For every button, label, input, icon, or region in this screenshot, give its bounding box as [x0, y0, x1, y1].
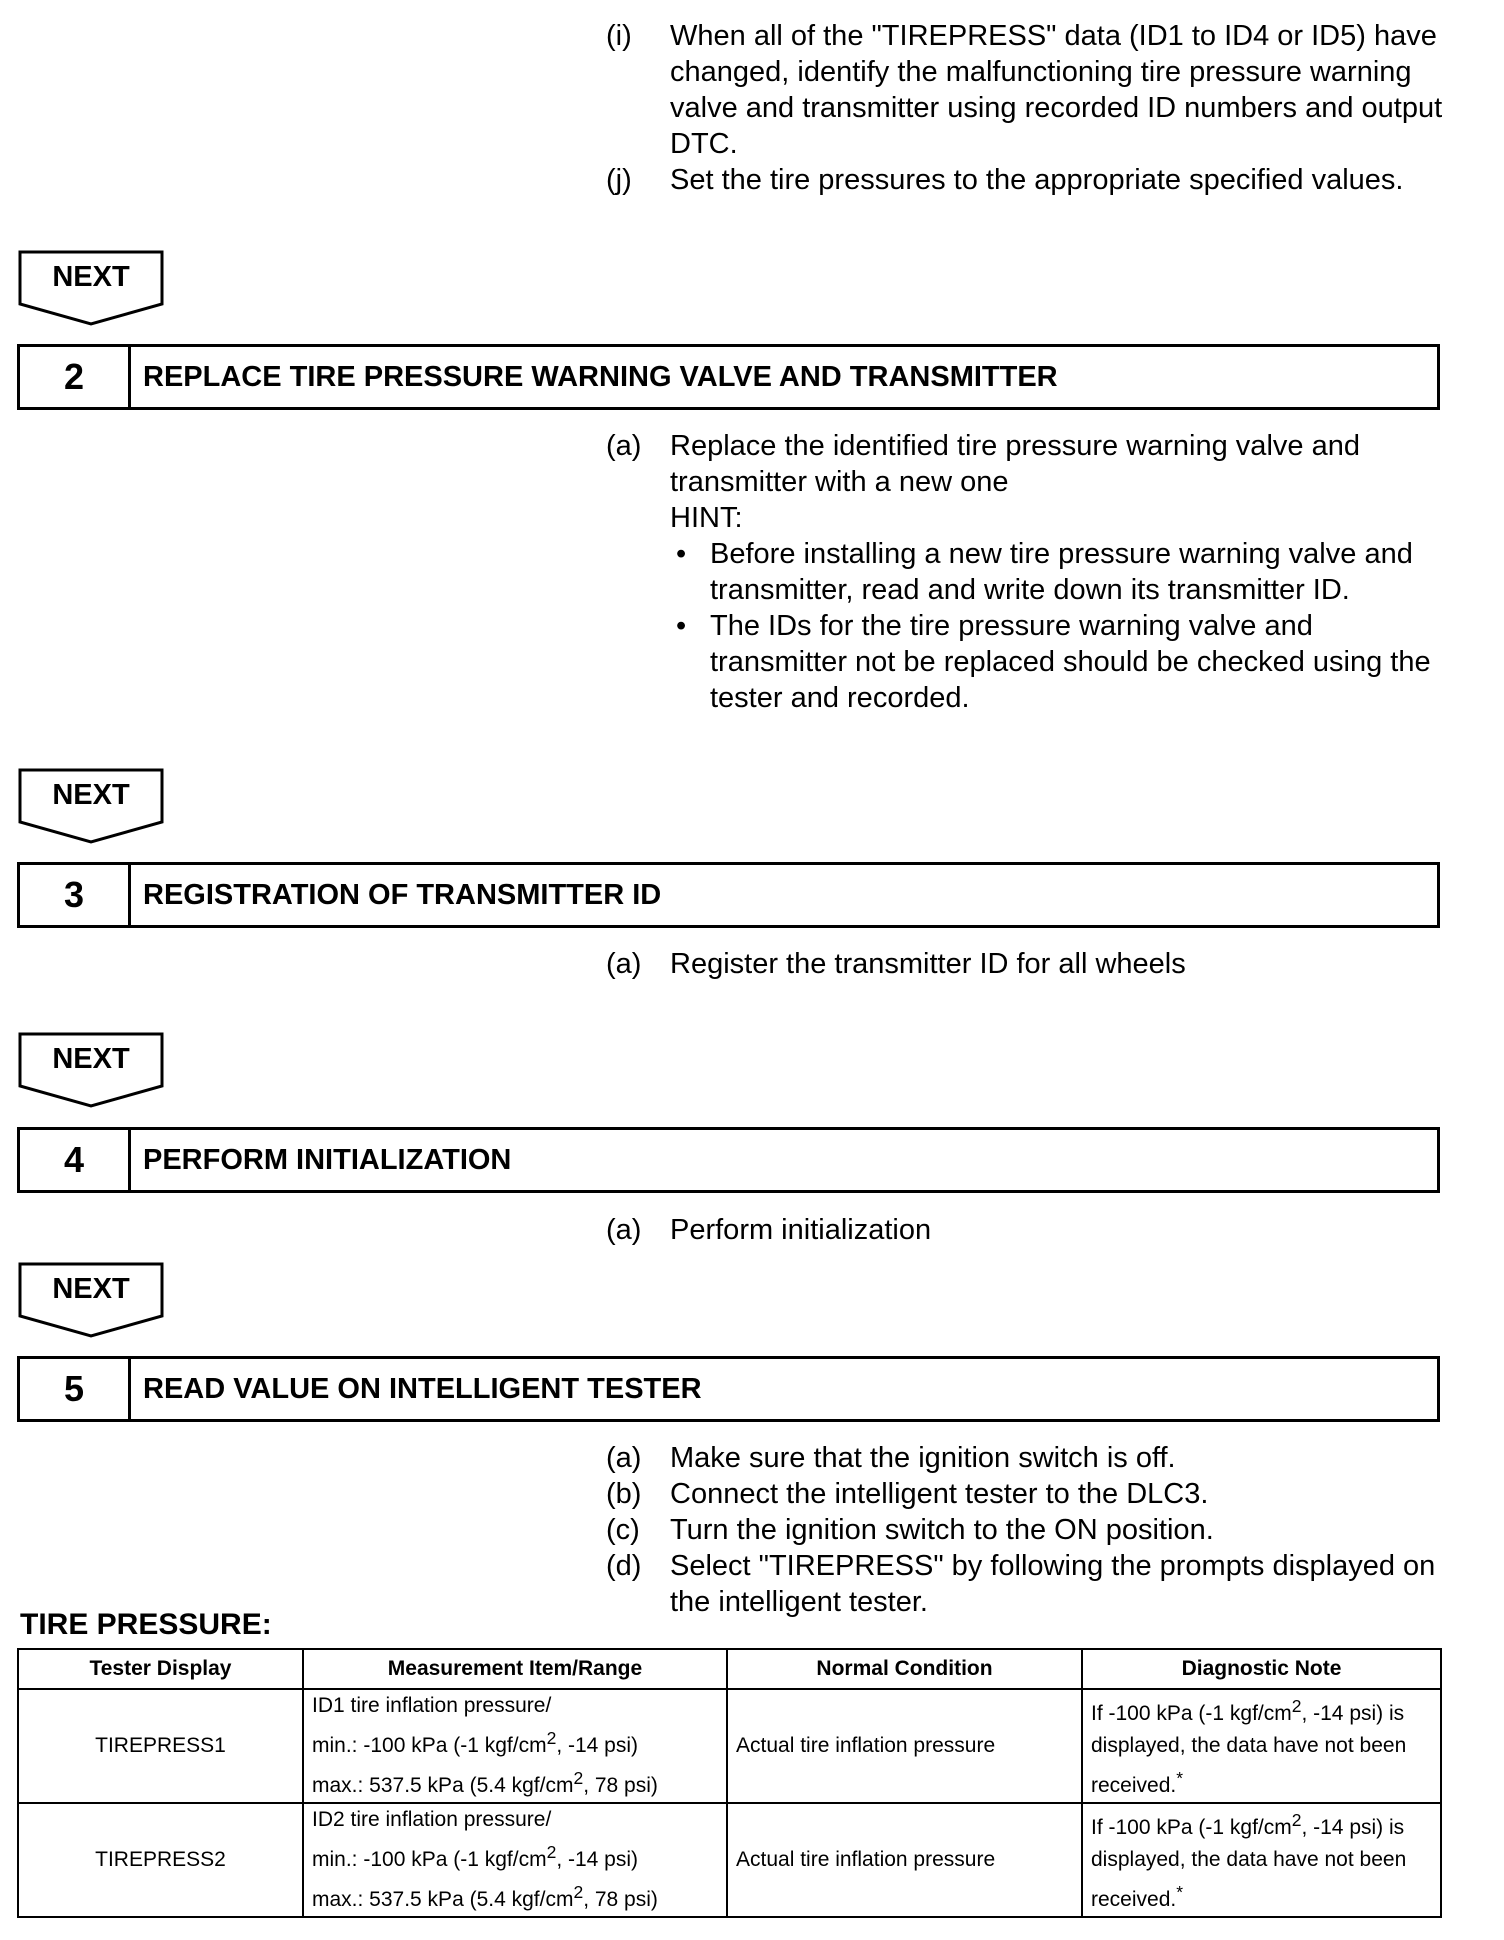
- step-3-header: [17, 862, 1440, 928]
- normal-condition-cell: Actual tire inflation pressure: [727, 1689, 1082, 1803]
- column-header: Measurement Item/Range: [303, 1649, 727, 1689]
- measurement-cell: [303, 1689, 727, 1803]
- table-header-row: [18, 1649, 1441, 1689]
- table-row: [18, 1689, 1441, 1803]
- step-4-header: [17, 1127, 1440, 1193]
- item-text: [670, 428, 1456, 716]
- next-button[interactable]: [18, 250, 164, 326]
- step-2-list: [606, 428, 1456, 716]
- min-text-suffix: , -14 psi): [556, 1734, 639, 1757]
- superscript: 2: [546, 1728, 557, 1748]
- item-text-body: Replace the identified tire pressure warning valve and transmitter with a new one: [670, 430, 1360, 498]
- item-text: Set the tire pressures to the appropriate specified values.: [670, 164, 1404, 196]
- column-header: Tester Display: [18, 1649, 303, 1689]
- step-5-header: [17, 1356, 1440, 1422]
- step-number: 5: [20, 1359, 131, 1419]
- bullet-text: The IDs for the tire pressure warning valve and transmitter not be replaced should be checked using the tester and recorded.: [710, 610, 1431, 714]
- item-text: Make sure that the ignition switch is off.: [670, 1442, 1176, 1474]
- next-label: NEXT: [52, 261, 130, 293]
- item-label: (a): [606, 948, 642, 980]
- max-text-suffix: , 78 psi): [583, 1774, 658, 1797]
- measurement-item: ID1 tire inflation pressure/: [312, 1694, 552, 1717]
- item-text: Connect the intelligent tester to the DLC3.: [670, 1478, 1209, 1510]
- intro-list: [606, 18, 1456, 198]
- list-item: [606, 1512, 1456, 1548]
- hint-bullets: [670, 536, 1456, 716]
- next-button[interactable]: [18, 1032, 164, 1108]
- step-title: READ VALUE ON INTELLIGENT TESTER: [143, 1372, 702, 1405]
- list-item: [606, 1212, 1456, 1248]
- step-title: REPLACE TIRE PRESSURE WARNING VALVE AND TRANSMITTER: [143, 360, 1058, 393]
- min-text: min.: -100 kPa (-1 kgf/cm: [312, 1734, 547, 1757]
- step-2-header: [17, 344, 1440, 410]
- superscript: 2: [1291, 1810, 1302, 1830]
- max-text: max.: 537.5 kPa (5.4 kgf/cm: [312, 1888, 574, 1911]
- item-label: (a): [606, 430, 642, 462]
- list-item: [606, 18, 1456, 162]
- item-label: (i): [606, 20, 632, 52]
- measurement-cell: [303, 1803, 727, 1917]
- item-text: Select "TIREPRESS" by following the prompts displayed on the intelligent tester.: [670, 1550, 1436, 1618]
- step-5-list: [606, 1440, 1456, 1620]
- normal-condition-cell: Actual tire inflation pressure: [727, 1803, 1082, 1917]
- item-label: (j): [606, 164, 632, 196]
- item-label: (a): [606, 1214, 642, 1246]
- min-text: min.: -100 kPa (-1 kgf/cm: [312, 1848, 547, 1871]
- list-item: [606, 946, 1456, 982]
- list-item: [606, 1548, 1456, 1620]
- item-label: (d): [606, 1550, 642, 1582]
- superscript: 2: [546, 1842, 557, 1862]
- superscript: 2: [1291, 1696, 1302, 1716]
- item-text: Turn the ignition switch to the ON position.: [670, 1514, 1214, 1546]
- footnote-mark: *: [1176, 1768, 1184, 1788]
- item-label: (a): [606, 1442, 642, 1474]
- note-text: If -100 kPa (-1 kgf/cm: [1091, 1816, 1292, 1839]
- step-number: 3: [20, 865, 131, 925]
- next-label: NEXT: [52, 779, 130, 811]
- table-row: [18, 1803, 1441, 1917]
- diagnostic-note-cell: [1082, 1689, 1441, 1803]
- list-item: [606, 1440, 1456, 1476]
- column-header: Normal Condition: [727, 1649, 1082, 1689]
- bullet-dot-icon: •: [676, 610, 687, 642]
- item-label: (b): [606, 1478, 642, 1510]
- superscript: 2: [573, 1768, 584, 1788]
- step-number: 2: [20, 347, 131, 407]
- bullet-dot-icon: •: [676, 538, 687, 570]
- hint-bullet: [670, 536, 1456, 608]
- list-item: [606, 162, 1456, 198]
- footnote-mark: *: [1176, 1882, 1184, 1902]
- next-label: NEXT: [52, 1043, 130, 1075]
- column-header: Diagnostic Note: [1082, 1649, 1441, 1689]
- step-3-list: [606, 946, 1456, 982]
- step-number: 4: [20, 1130, 131, 1190]
- max-text: max.: 537.5 kPa (5.4 kgf/cm: [312, 1774, 574, 1797]
- tester-display-cell: TIREPRESS2: [18, 1803, 303, 1917]
- list-item: [606, 1476, 1456, 1512]
- list-item: [606, 428, 1456, 716]
- next-button[interactable]: [18, 768, 164, 844]
- tire-pressure-table: [17, 1648, 1442, 1918]
- item-text: Register the transmitter ID for all wheels: [670, 948, 1186, 980]
- item-text: When all of the "TIREPRESS" data (ID1 to ID4 or ID5) have changed, identify the malfunctioning tire pressure warning valve and transmitter using recorded ID numbers and output DTC.: [670, 20, 1443, 160]
- note-text-suffix: , -14 psi) is displayed, the data have not been received.: [1091, 1816, 1407, 1911]
- table-title: TIRE PRESSURE:: [20, 1608, 272, 1641]
- bullet-text: Before installing a new tire pressure warning valve and transmitter, read and write down its transmitter ID.: [710, 538, 1413, 606]
- diagnostic-note-cell: [1082, 1803, 1441, 1917]
- min-text-suffix: , -14 psi): [556, 1848, 639, 1871]
- note-text: If -100 kPa (-1 kgf/cm: [1091, 1702, 1292, 1725]
- step-4-list: [606, 1212, 1456, 1248]
- max-text-suffix: , 78 psi): [583, 1888, 658, 1911]
- hint-bullet: [670, 608, 1456, 716]
- step-title: PERFORM INITIALIZATION: [143, 1143, 512, 1176]
- measurement-item: ID2 tire inflation pressure/: [312, 1808, 552, 1831]
- step-title: REGISTRATION OF TRANSMITTER ID: [143, 878, 662, 911]
- next-button[interactable]: [18, 1262, 164, 1338]
- hint-label: HINT:: [670, 502, 743, 534]
- tester-display-cell: TIREPRESS1: [18, 1689, 303, 1803]
- superscript: 2: [573, 1882, 584, 1902]
- note-text-suffix: , -14 psi) is displayed, the data have not been received.: [1091, 1702, 1407, 1797]
- item-label: (c): [606, 1514, 640, 1546]
- next-label: NEXT: [52, 1273, 130, 1305]
- item-text: Perform initialization: [670, 1214, 932, 1246]
